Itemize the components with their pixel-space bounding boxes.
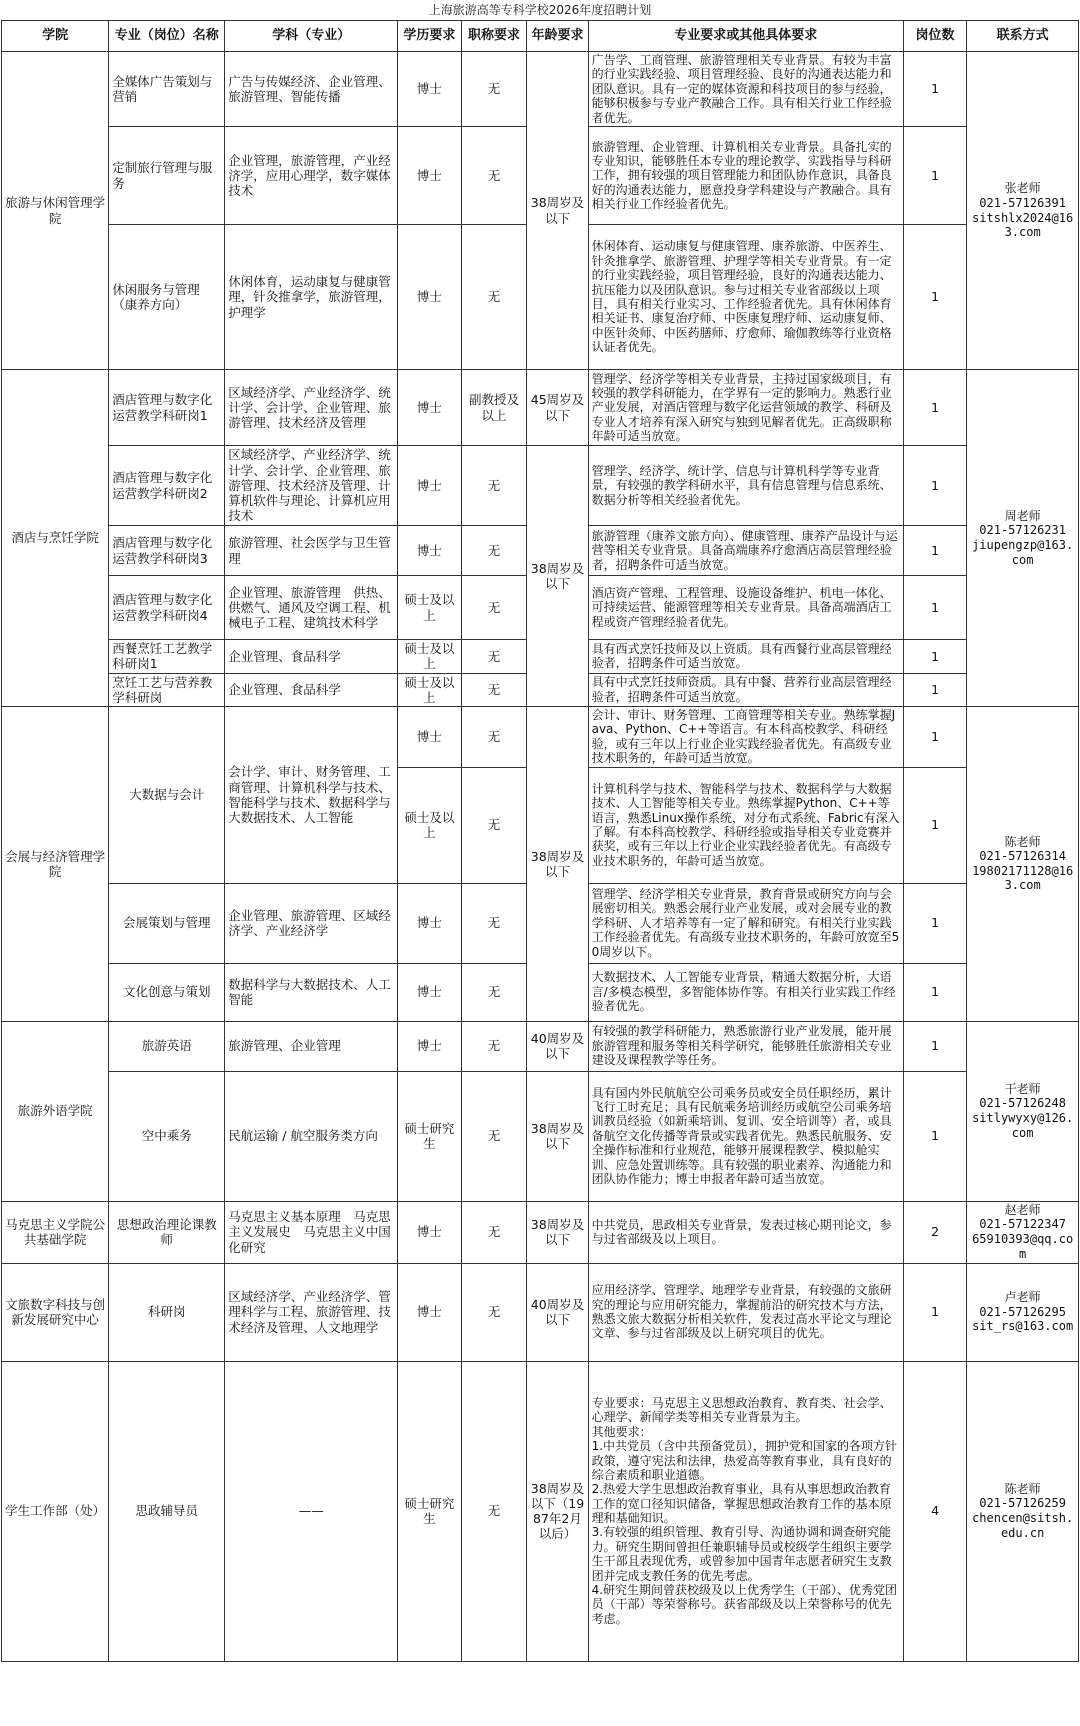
- age-cell: 40周岁及以下: [527, 1263, 588, 1361]
- position-cell: 休闲服务与管理（康养方向）: [109, 225, 225, 370]
- count-cell: 4: [903, 1361, 966, 1661]
- count-cell: 1: [903, 225, 966, 370]
- college-cell: 旅游外语学院: [2, 1021, 109, 1201]
- discipline-cell: 旅游管理、社会医学与卫生管理: [225, 526, 398, 576]
- rank-cell: 无: [461, 1071, 527, 1201]
- count-cell: 1: [903, 963, 966, 1021]
- rank-cell: 无: [461, 640, 527, 674]
- rank-cell: 无: [461, 225, 527, 370]
- age-cell: 38周岁及以下: [527, 446, 588, 707]
- count-cell: 1: [903, 446, 966, 526]
- position-cell: 酒店管理与数字化运营教学科研岗2: [109, 446, 225, 526]
- table-row: [2, 1361, 1079, 1661]
- discipline-cell: 企业管理、旅游管理、区域经济学、产业经济学: [225, 883, 398, 963]
- requirements-cell: 具有国内外民航航空公司乘务员或安全员任职经历，累计飞行工时充足；具有民航乘务培训经历或航空公司乘务培训教员经验（如新乘培训、复训、安全培训等）者，或具备航空文化传播等背景或实践者优先。熟悉民航服务、安全操作标准和行业规范，能够开展课程教学、模拟舱实训、应急处置训练等。具有较强的职业素养、沟通能力和团队协作能力；博士申报者年龄可适当放宽。: [588, 1071, 903, 1201]
- rank-cell: 无: [461, 446, 527, 526]
- position-cell: 思政辅导员: [109, 1361, 225, 1661]
- table-row: [2, 370, 1079, 446]
- header-rank: 职称要求: [461, 21, 527, 52]
- college-cell: 旅游与休闲管理学院: [2, 52, 109, 370]
- contact-cell: 赵老师 021-57122347 65910393@qq.com: [967, 1201, 1079, 1263]
- position-cell: 全媒体广告策划与营销: [109, 52, 225, 127]
- position-cell: 酒店管理与数字化运营教学科研岗4: [109, 576, 225, 640]
- count-cell: 1: [903, 370, 966, 446]
- education-cell: 博士: [398, 883, 461, 963]
- college-cell: 学生工作部（处）: [2, 1361, 109, 1661]
- college-cell: 酒店与烹饪学院: [2, 370, 109, 707]
- education-cell: 博士: [398, 127, 461, 225]
- position-cell: 科研岗: [109, 1263, 225, 1361]
- rank-cell: 无: [461, 1263, 527, 1361]
- table-row: [2, 1201, 1079, 1263]
- contact-cell: 干老师 021-57126248 sitlywyxy@126.com: [967, 1021, 1079, 1201]
- education-cell: 博士: [398, 225, 461, 370]
- discipline-cell: 企业管理、食品科学: [225, 640, 398, 674]
- age-cell: 38周岁及以下（1987年2月以后）: [527, 1361, 588, 1661]
- position-cell: 会展策划与管理: [109, 883, 225, 963]
- education-cell: 博士: [398, 526, 461, 576]
- discipline-cell: 马克思主义基本原理 马克思主义发展史 马克思主义中国化研究: [225, 1201, 398, 1263]
- count-cell: 1: [903, 640, 966, 674]
- position-cell: 大数据与会计: [109, 707, 225, 884]
- count-cell: 1: [903, 1071, 966, 1201]
- header-row: [2, 21, 1079, 52]
- table-row: [2, 1263, 1079, 1361]
- position-cell: 酒店管理与数字化运营教学科研岗1: [109, 370, 225, 446]
- education-cell: 博士: [398, 1021, 461, 1071]
- position-cell: 酒店管理与数字化运营教学科研岗3: [109, 526, 225, 576]
- rank-cell: 无: [461, 52, 527, 127]
- requirements-cell: 有较强的教学科研能力，熟悉旅游行业产业发展，能开展旅游管理和服务等相关科学研究，能够胜任旅游相关专业建设及课程教学等任务。: [588, 1021, 903, 1071]
- discipline-cell: 区域经济学、产业经济学、管理科学与工程、旅游管理、技术经济及管理、人文地理学: [225, 1263, 398, 1361]
- age-cell: 38周岁及以下: [527, 1071, 588, 1201]
- rank-cell: 无: [461, 767, 527, 883]
- requirements-cell: 管理学、经济学等相关专业背景，主持过国家级项目，有较强的教学科研能力，在学界有一定的影响力。熟悉行业产业发展，对酒店管理与数字化运营领域的教学、科研及专业人才培养有深入研究与独到见解者优先。正高级职称年龄可适当放宽。: [588, 370, 903, 446]
- header-discipline: 学科（专业）: [225, 21, 398, 52]
- discipline-cell: 区域经济学、产业经济学、统计学、会计学、企业管理、旅游管理、技术经济及管理: [225, 370, 398, 446]
- recruitment-table: [1, 20, 1079, 1662]
- education-cell: 博士: [398, 52, 461, 127]
- rank-cell: 副教授及以上: [461, 370, 527, 446]
- requirements-cell: 具有中式烹饪技师资质。具有中餐、营养行业高层管理经验者，招聘条件可适当放宽。: [588, 673, 903, 707]
- contact-cell: 张老师 021-57126391 sitshlx2024@163.com: [967, 52, 1079, 370]
- education-cell: 博士: [398, 707, 461, 768]
- discipline-cell: 广告与传媒经济、企业管理、旅游管理、智能传播: [225, 52, 398, 127]
- contact-cell: 周老师 021-57126231 jiupengzp@163.com: [967, 370, 1079, 707]
- college-cell: 文旅数字科技与创新发展研究中心: [2, 1263, 109, 1361]
- header-education: 学历要求: [398, 21, 461, 52]
- age-cell: 38周岁及以下: [527, 52, 588, 370]
- header-contact: 联系方式: [967, 21, 1079, 52]
- table-row: [2, 446, 1079, 526]
- education-cell: 博士: [398, 963, 461, 1021]
- age-cell: 38周岁及以下: [527, 1201, 588, 1263]
- position-cell: 定制旅行管理与服务: [109, 127, 225, 225]
- discipline-cell: 休闲体育，运动康复与健康管理，针灸推拿学，旅游管理，护理学: [225, 225, 398, 370]
- requirements-cell: 专业要求：马克思主义思想政治教育、教育类、社会学、心理学、新闻学类等相关专业背景为主。 其他要求： 1.中共党员（含中共预备党员），拥护党和国家的各项方针政策，遵守宪法和法律，热爱高等教育事业，具有良好的综合素质和职业道德。 2.热爱大学生思想政治教育事业，具有从事思想政治教育工作的宽口径知识储备，掌握思想政治教育工作的基本原理和基础知识。 3.有较强的组织管理、教育引导、沟通协调和调查研究能力。研究生期间曾担任兼职辅导员或校级学生组织主要学生干部且表现优秀，或曾参加中国青年志愿者研究生支教团并完成支教任务的优先考虑。 4.研究生期间曾获校级及以上优秀学生（干部）、优秀党团员（干部）等荣誉称号。获省部级及以上荣誉称号的优先考虑。: [588, 1361, 903, 1661]
- requirements-cell: 管理学、经济学相关专业背景，教育背景或研究方向与会展密切相关。熟悉会展行业产业发展，或对会展专业的教学科研、人才培养等有一定了解和研究。有相关行业实践工作经验者优先。有高级专业技术职务的，年龄可放宽至50周岁以下。: [588, 883, 903, 963]
- discipline-cell: 会计学、审计、财务管理、工商管理、计算机科学与技术、智能科学与技术、数据科学与大数据技术、人工智能: [225, 707, 398, 884]
- discipline-cell: 区域经济学、产业经济学、统计学、会计学、企业管理、旅游管理、技术经济及管理、计算机软件与理论、计算机应用技术: [225, 446, 398, 526]
- requirements-cell: 广告学、工商管理、旅游管理相关专业背景。有较为丰富的行业实践经验、项目管理经验、良好的沟通表达能力和团队意识。具有一定的媒体资源和科技项目的参与经验，能够积极参与专业产教融合工作。具有相关行业工作经验者优先。: [588, 52, 903, 127]
- rank-cell: 无: [461, 1021, 527, 1071]
- requirements-cell: 中共党员，思政相关专业背景，发表过核心期刊论文，参与过省部级及以上项目。: [588, 1201, 903, 1263]
- table-row: [2, 52, 1079, 127]
- discipline-cell: 数据科学与大数据技术、人工智能: [225, 963, 398, 1021]
- education-cell: 硕士及以上: [398, 767, 461, 883]
- education-cell: 博士: [398, 370, 461, 446]
- header-requirements: 专业要求或其他具体要求: [588, 21, 903, 52]
- count-cell: 1: [903, 1263, 966, 1361]
- requirements-cell: 具有西式烹饪技师及以上资质。具有西餐行业高层管理经验者，招聘条件可适当放宽。: [588, 640, 903, 674]
- header-count: 岗位数: [903, 21, 966, 52]
- education-cell: 硕士及以上: [398, 576, 461, 640]
- rank-cell: 无: [461, 707, 527, 768]
- position-cell: 文化创意与策划: [109, 963, 225, 1021]
- requirements-cell: 旅游管理（康养文旅方向）、健康管理、康养产品设计与运营等相关专业背景。具备高端康养疗愈酒店高层管理经验者，招聘条件可适当放宽。: [588, 526, 903, 576]
- requirements-cell: 休闲体育、运动康复与健康管理、康养旅游、中医养生、针灸推拿学、旅游管理、护理学等相关专业背景。有一定的行业实践经验，项目管理经验，良好的沟通表达能力、抗压能力以及团队意识。参与过相关专业省部级以上项目，具有相关行业实习、工作经验者优先。具有休闲体育相关证书、康复治疗师、中医康复理疗师、运动康复师、中医针灸师、中医药膳师、疗愈师、瑜伽教练等行业资格认证者优先。: [588, 225, 903, 370]
- count-cell: 1: [903, 1021, 966, 1071]
- rank-cell: 无: [461, 576, 527, 640]
- requirements-cell: 管理学、经济学、统计学、信息与计算机科学等专业背景，有较强的教学科研水平，具有信息管理与信息系统、数据分析等相关经验者优先。: [588, 446, 903, 526]
- header-age: 年龄要求: [527, 21, 588, 52]
- requirements-cell: 旅游管理、企业管理、计算机相关专业背景。具备扎实的专业知识，能够胜任本专业的理论教学、实践指导与科研工作，拥有较强的项目管理能力和团队协作意识，具备良好的沟通表达能力，愿意投身学科建设与产教融合。具有相关行业工作经验者优先。: [588, 127, 903, 225]
- requirements-cell: 大数据技术、人工智能专业背景，精通大数据分析，大语言/多模态模型，多智能体协作等。有相关行业实践工作经验者优先。: [588, 963, 903, 1021]
- rank-cell: 无: [461, 963, 527, 1021]
- position-cell: 旅游英语: [109, 1021, 225, 1071]
- education-cell: 硕士及以上: [398, 640, 461, 674]
- discipline-cell: ——: [225, 1361, 398, 1661]
- age-cell: 40周岁及以下: [527, 1021, 588, 1071]
- count-cell: 1: [903, 883, 966, 963]
- rank-cell: 无: [461, 673, 527, 707]
- rank-cell: 无: [461, 1361, 527, 1661]
- discipline-cell: 旅游管理、企业管理: [225, 1021, 398, 1071]
- age-cell: 38周岁及以下: [527, 707, 588, 1022]
- discipline-cell: 企业管理、旅游管理 供热、供燃气、通风及空调工程、机械电子工程、建筑技术科学: [225, 576, 398, 640]
- position-cell: 烹饪工艺与营养教学科研岗: [109, 673, 225, 707]
- contact-cell: 陈老师 021-57126314 19802171128@163.com: [967, 707, 1079, 1022]
- table-row: [2, 1021, 1079, 1071]
- education-cell: 硕士研究生: [398, 1361, 461, 1661]
- education-cell: 硕士研究生: [398, 1071, 461, 1201]
- header-college: 学院: [2, 21, 109, 52]
- page-title: 上海旅游高等专科学校2026年度招聘计划: [428, 3, 652, 17]
- count-cell: 2: [903, 1201, 966, 1263]
- count-cell: 1: [903, 52, 966, 127]
- requirements-cell: 计算机科学与技术、智能科学与技术、数据科学与大数据技术、人工智能等相关专业。熟练掌握Python、C++等语言，熟悉Linux操作系统，对分布式系统、Fabric有深入了解。有本科高校教学、科研经验或指导相关专业竞赛并获奖，或有三年以上行业企业实践经验者优先。有高级专业技术职务的，年龄可适当放宽。: [588, 767, 903, 883]
- requirements-cell: 会计、审计、财务管理、工商管理等相关专业。熟练掌握Java、Python、C++等语言。有本科高校教学、科研经验，或有三年以上行业企业实践经验者优先。有高级专业技术职务的，年龄可适当放宽。: [588, 707, 903, 768]
- count-cell: 1: [903, 767, 966, 883]
- position-cell: 空中乘务: [109, 1071, 225, 1201]
- college-cell: 会展与经济管理学院: [2, 707, 109, 1022]
- age-cell: 45周岁及以下: [527, 370, 588, 446]
- table-row: [2, 707, 1079, 768]
- count-cell: 1: [903, 127, 966, 225]
- rank-cell: 无: [461, 1201, 527, 1263]
- rank-cell: 无: [461, 127, 527, 225]
- discipline-cell: 民航运输 / 航空服务类方向: [225, 1071, 398, 1201]
- college-cell: 马克思主义学院公共基础学院: [2, 1201, 109, 1263]
- rank-cell: 无: [461, 526, 527, 576]
- count-cell: 1: [903, 673, 966, 707]
- count-cell: 1: [903, 576, 966, 640]
- education-cell: 硕士及以上: [398, 673, 461, 707]
- position-cell: 思想政治理论课教师: [109, 1201, 225, 1263]
- contact-cell: 卢老师 021-57126295 sit_rs@163.com: [967, 1263, 1079, 1361]
- contact-cell: 陈老师 021-57126259 chencen@sitsh.edu.cn: [967, 1361, 1079, 1661]
- education-cell: 博士: [398, 446, 461, 526]
- header-position: 专业（岗位）名称: [109, 21, 225, 52]
- table-row: [2, 1071, 1079, 1201]
- discipline-cell: 企业管理、食品科学: [225, 673, 398, 707]
- education-cell: 博士: [398, 1201, 461, 1263]
- position-cell: 西餐烹饪工艺教学科研岗1: [109, 640, 225, 674]
- requirements-cell: 酒店资产管理、工程管理、设施设备维护、机电一体化、可持续运营、能源管理等相关专业背景。具备高端酒店工程或资产管理经验者优先。: [588, 576, 903, 640]
- discipline-cell: 企业管理，旅游管理，产业经济学，应用心理学，数字媒体技术: [225, 127, 398, 225]
- count-cell: 1: [903, 707, 966, 768]
- requirements-cell: 应用经济学、管理学、地理学专业背景，有较强的文旅研究的理论与应用研究能力，掌握前沿的研究技术与方法，熟悉文旅大数据分析相关软件，发表过高水平论文与理论文章、参与过省部级及以上研究项目的优先。: [588, 1263, 903, 1361]
- education-cell: 博士: [398, 1263, 461, 1361]
- count-cell: 1: [903, 526, 966, 576]
- rank-cell: 无: [461, 883, 527, 963]
